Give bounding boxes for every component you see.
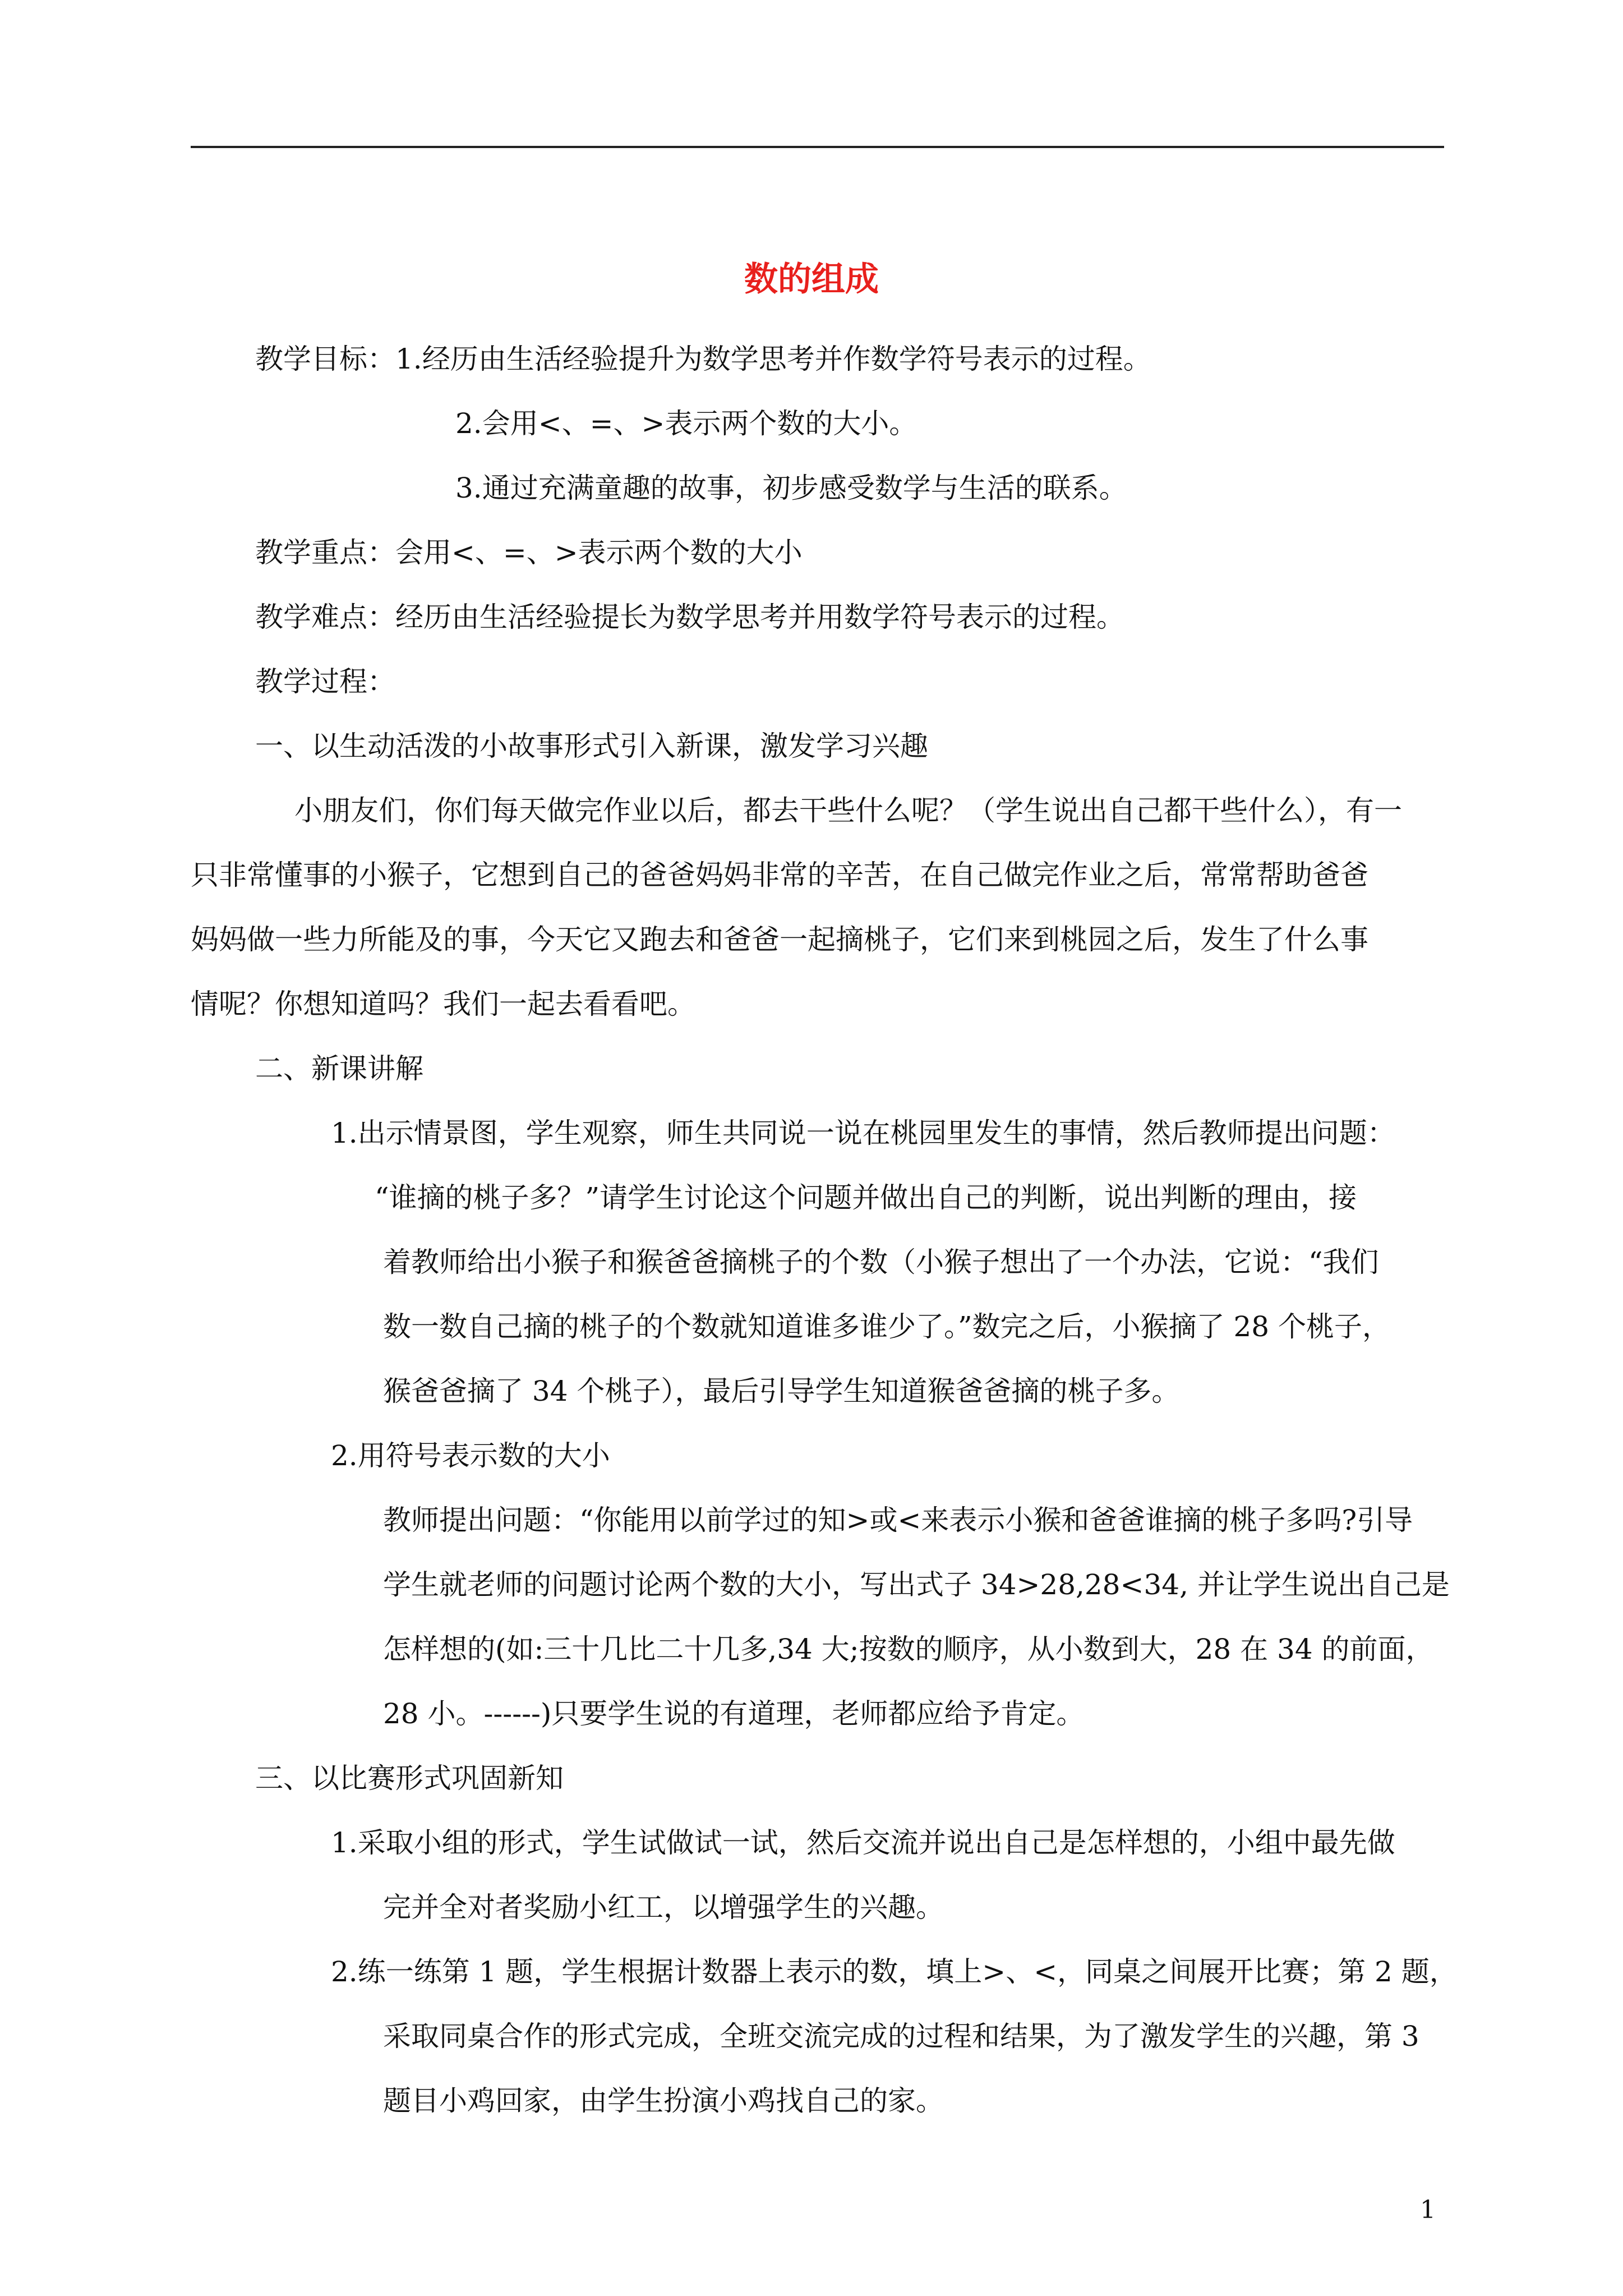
document-title: 数的组成 <box>744 260 879 299</box>
text-line: 2.会用<、=、>表示两个数的大小。 <box>455 407 917 440</box>
text-line: 情呢？你想知道吗？我们一起去看看吧。 <box>191 988 695 1020</box>
text-line: 教学重点：会用<、=、>表示两个数的大小 <box>255 536 803 569</box>
text-line: 猴爸爸摘了 34 个桃子），最后引导学生知道猴爸爸摘的桃子多。 <box>383 1375 1180 1407</box>
text-line: 教学难点：经历由生活经验提长为数学思考并用数学符号表示的过程。 <box>255 601 1124 633</box>
text-line: 完并全对者奖励小红工，以增强学生的兴趣。 <box>383 1891 944 1924</box>
text-line: 妈妈做一些力所能及的事，今天它又跑去和爸爸一起摘桃子，它们来到桃园之后，发生了什么事 <box>191 923 1368 956</box>
text-line: 1.出示情景图，学生观察，师生共同说一说在桃园里发生的事情，然后教师提出问题： <box>331 1117 1395 1149</box>
page-number: 1 <box>1420 2196 1436 2224</box>
text-line: 3.通过充满童趣的故事，初步感受数学与生活的联系。 <box>455 472 1127 504</box>
text-line: 28 小。------)只要学生说的有道理，老师都应给予肯定。 <box>383 1697 1085 1730</box>
text-line: 教师提出问题：“你能用以前学过的知>或<来表示小猴和爸爸谁摘的桃子多吗?引导 <box>383 1504 1413 1536</box>
text-line: 教学目标：1.经历由生活经验提升为数学思考并作数学符号表示的过程。 <box>255 343 1151 375</box>
text-line: 着教师给出小猴子和猴爸爸摘桃子的个数（小猴子想出了一个办法，它说：“我们 <box>383 1246 1379 1278</box>
text-line: 只非常懂事的小猴子，它想到自己的爸爸妈妈非常的辛苦，在自己做完作业之后，常常帮助爸爸 <box>191 859 1368 891</box>
text-line: 题目小鸡回家，由学生扮演小鸡找自己的家。 <box>383 2085 944 2117</box>
text-line: “谁摘的桃子多？”请学生讨论这个问题并做出自己的判断，说出判断的理由，接 <box>375 1181 1357 1214</box>
text-line: 采取同桌合作的形式完成，全班交流完成的过程和结果，为了激发学生的兴趣，第 3 <box>383 2020 1419 2053</box>
section-heading: 二、新课讲解 <box>255 1052 423 1085</box>
section-heading: 三、以比赛形式巩固新知 <box>255 1762 564 1795</box>
text-line: 学生就老师的问题讨论两个数的大小，写出式子 34>28,28<34, 并让学生说出自己是 <box>383 1568 1450 1601</box>
text-line: 数一数自己摘的桃子的个数就知道谁多谁少了。”数完之后，小猴摘了 28 个桃子， <box>383 1310 1390 1343</box>
header-rule <box>191 146 1444 148</box>
text-line: 怎样想的(如:三十几比二十几多,34 大;按数的顺序，从小数到大，28 在 34 的前面， <box>383 1633 1434 1665</box>
text-line: 2.练一练第 1 题，学生根据计数器上表示的数，填上>、<，同桌之间展开比赛；第 2 题， <box>331 1955 1458 1988</box>
text-line: 1.采取小组的形式，学生试做试一试，然后交流并说出自己是怎样想的，小组中最先做 <box>331 1826 1395 1859</box>
text-line: 小朋友们，你们每天做完作业以后，都去干些什么呢？（学生说出自己都干些什么），有一 <box>294 794 1402 827</box>
text-line: 2.用符号表示数的大小 <box>331 1439 610 1472</box>
section-heading: 一、以生动活泼的小故事形式引入新课，激发学习兴趣 <box>255 730 928 762</box>
text-line: 教学过程： <box>255 665 395 698</box>
